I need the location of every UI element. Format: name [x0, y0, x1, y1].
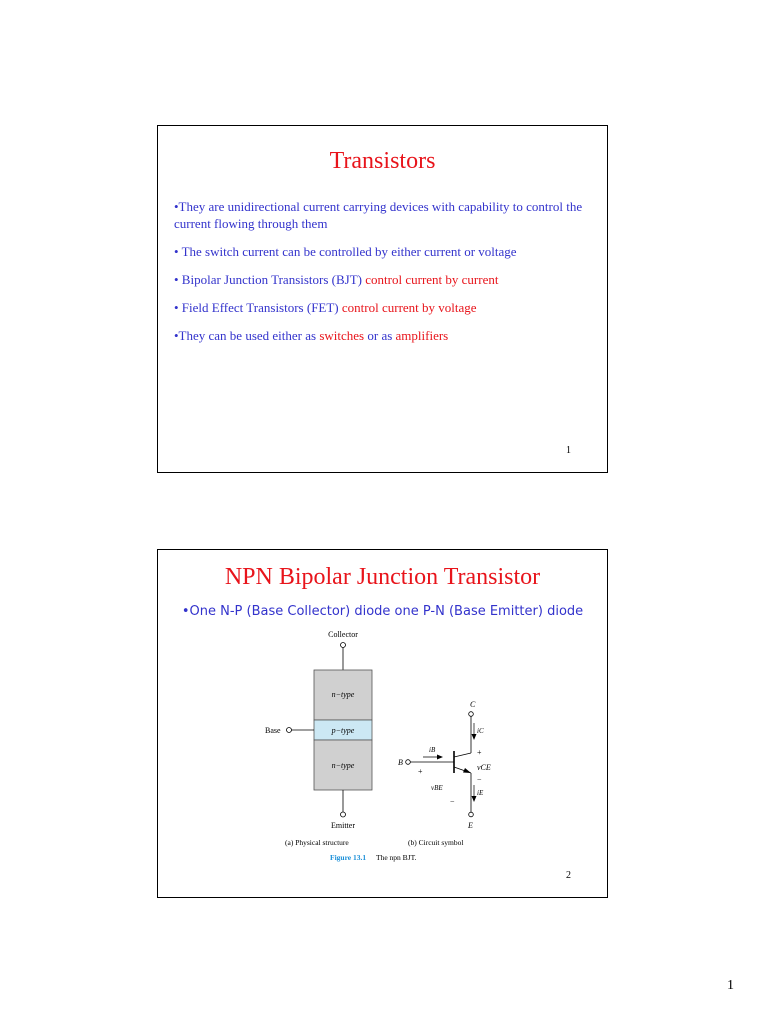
- slide-title: Transistors: [329, 148, 436, 174]
- slide-subtitle: •One N-P (Base Collector) diode one P-N (Base Emitter) diode: [181, 604, 584, 619]
- page-number: 1: [727, 978, 734, 993]
- c-label: C: [470, 700, 476, 709]
- emitter-arrowhead: [463, 768, 471, 773]
- bullet-item: [174, 299, 593, 316]
- bullet-text: or as: [364, 328, 396, 343]
- figure-caption: The npn BJT.: [376, 853, 417, 862]
- bullet-text: • Field Effect Transistors (FET): [174, 300, 342, 315]
- vbe-minus: −: [450, 797, 455, 806]
- e-terminal: [469, 812, 474, 817]
- figure-number: Figure 13.1: [330, 853, 367, 862]
- ie-arrowhead: [472, 796, 477, 802]
- bullet-text: •They can be used either as: [174, 328, 320, 343]
- ic-label: iC: [477, 727, 484, 735]
- base-label: Base: [265, 726, 281, 735]
- b-label: B: [398, 758, 403, 767]
- ib-label: iB: [429, 746, 436, 754]
- vbe-label: vBE: [431, 784, 443, 792]
- ib-arrowhead: [437, 755, 443, 760]
- vce-label: vCE: [477, 763, 491, 772]
- vce-minus: −: [477, 775, 482, 784]
- collector-terminal: [341, 643, 346, 648]
- bullet-item: [174, 271, 593, 288]
- slide-title: NPN Bipolar Junction Transistor: [224, 564, 541, 590]
- slide-number: 1: [566, 445, 571, 456]
- n-type-top-label: n−type: [331, 690, 355, 699]
- bullet-list: [174, 198, 593, 355]
- base-terminal: [287, 728, 292, 733]
- emitter-label: Emitter: [331, 821, 355, 830]
- c-terminal: [469, 712, 474, 717]
- collector-label: Collector: [328, 630, 358, 639]
- caption-physical: (a) Physical structure: [285, 838, 349, 847]
- bullet-highlight: switches: [319, 328, 365, 343]
- bullet-highlight: control current by current: [365, 272, 499, 287]
- ie-label: iE: [477, 789, 484, 797]
- b-terminal: [406, 760, 411, 765]
- slide-transistors: [157, 125, 608, 473]
- slide-npn-bjt: [157, 549, 608, 898]
- vbe-plus: +: [418, 767, 423, 776]
- bullet-highlight: control current by voltage: [341, 300, 477, 315]
- bullet-item: • The switch current can be controlled by either current or voltage: [174, 244, 517, 259]
- bullet-text: • Bipolar Junction Transistors (BJT): [174, 272, 366, 287]
- p-type-label: p−type: [331, 726, 355, 735]
- bullet-highlight: amplifiers: [395, 328, 449, 343]
- e-label: E: [468, 821, 473, 830]
- ic-arrowhead: [472, 734, 477, 740]
- emitter-terminal: [341, 812, 346, 817]
- n-type-bottom-label: n−type: [331, 761, 355, 770]
- caption-symbol: (b) Circuit symbol: [408, 838, 464, 847]
- bullet-item: •They are unidirectional current carrying devices with capability to control the current flowing through them: [174, 199, 583, 231]
- vce-plus: +: [477, 748, 482, 757]
- npn-bjt-figure: [248, 630, 558, 870]
- collector-branch: [454, 753, 471, 757]
- slide-number: 2: [566, 870, 571, 881]
- bullet-item: [174, 327, 593, 344]
